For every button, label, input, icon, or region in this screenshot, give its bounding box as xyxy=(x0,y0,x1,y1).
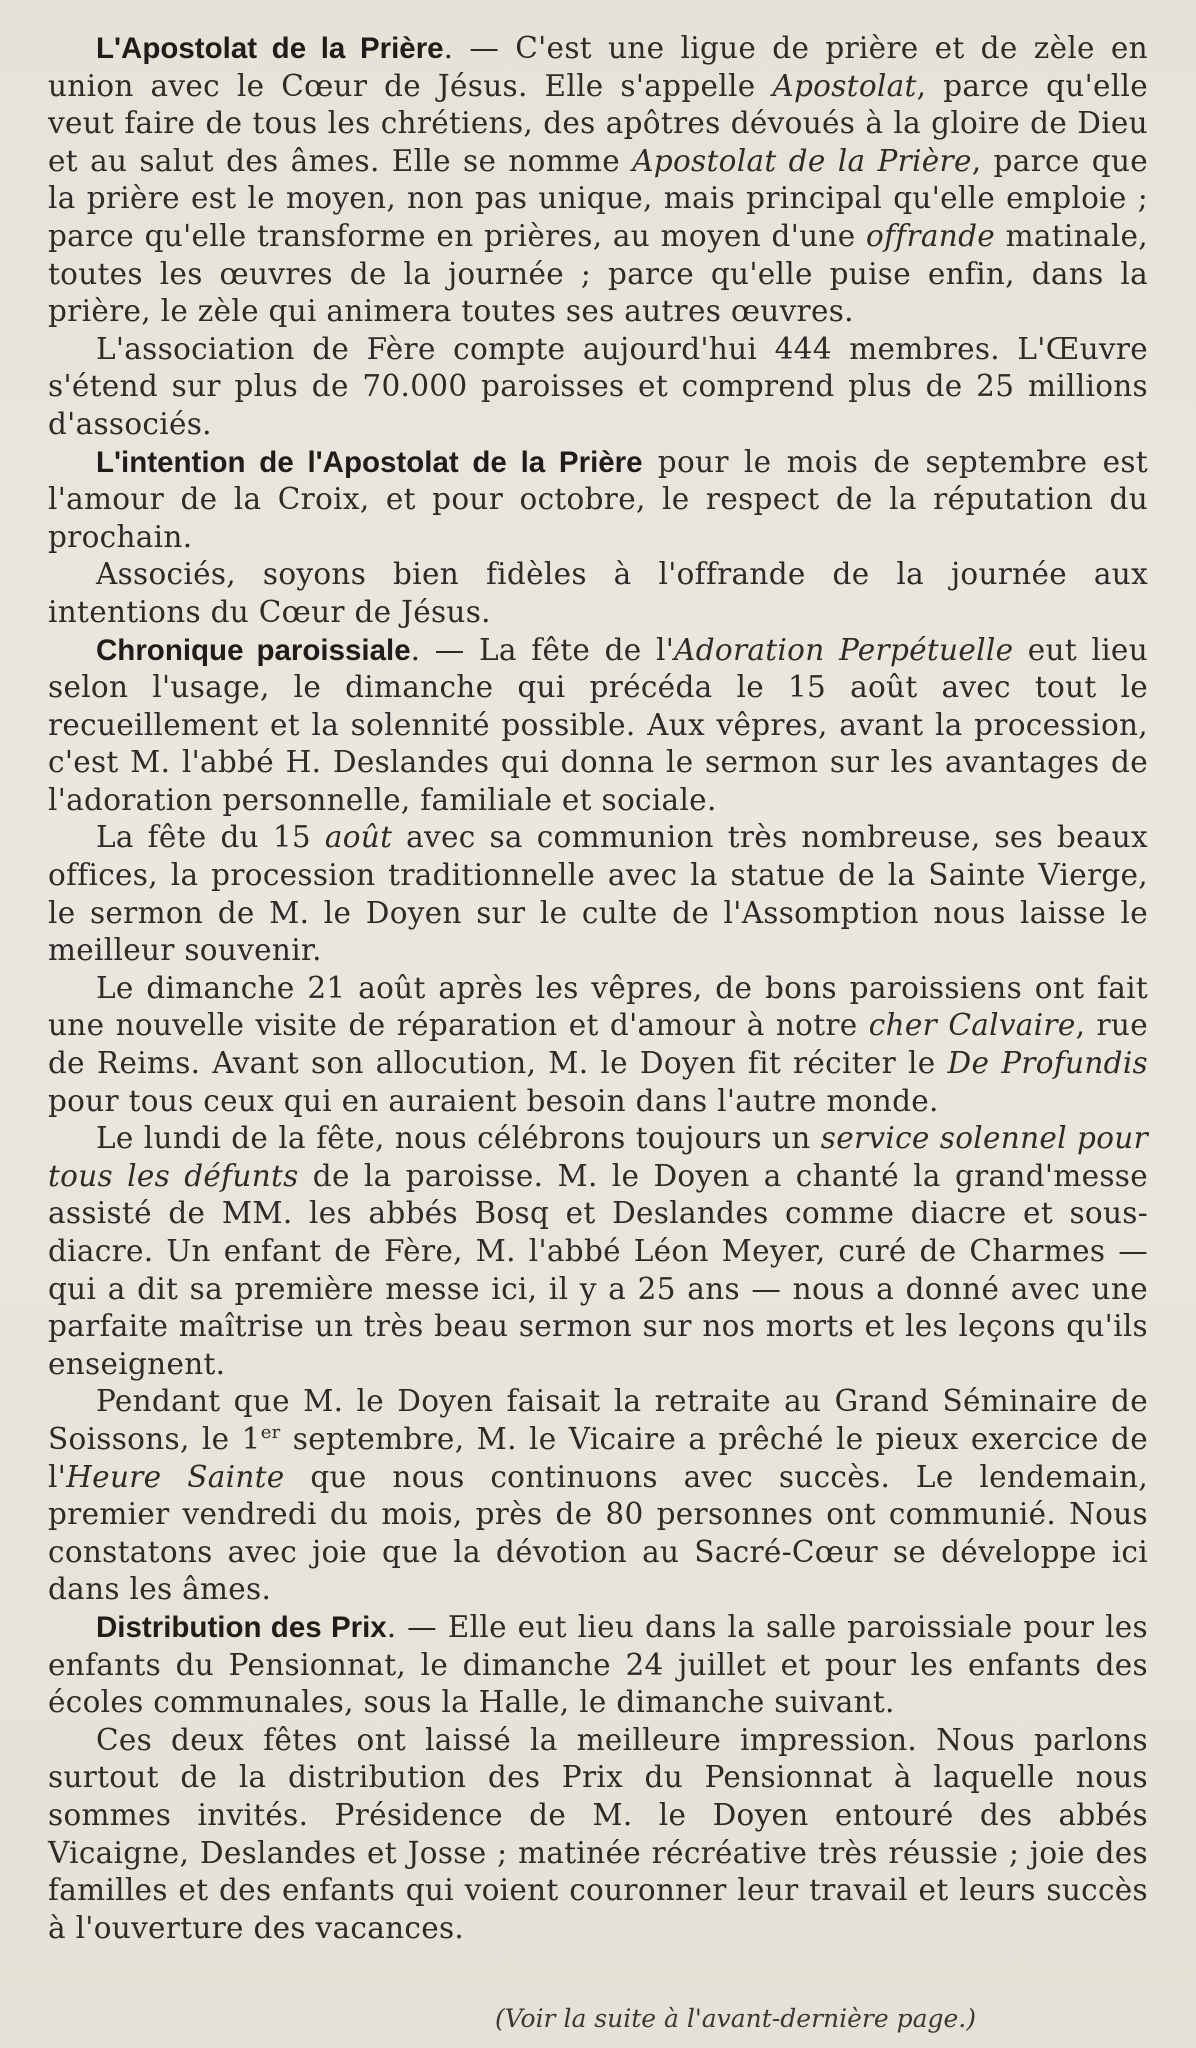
paragraph-association: L'association de Fère compte aujourd'hui 444 membres. L'Œuvre s'étend sur plus de 70.000 paroisses et comprend plus de 25 millions d'associés. xyxy=(48,331,1148,441)
paragraph-fetes: Ces deux fêtes ont laissé la meilleure impression. Nous parlons surtout de la distribution des Prix du Pensionnat à laquelle nous sommes invités. Présidence de M. le Doyen entouré des abbés Vicaigne, Deslandes et Josse ; matinée récréative très réussie ; joie des familles et des enfants qui voient couronner leur travail et leurs succès à l'ouverture des vacances. xyxy=(48,1722,1148,1945)
heading-apostolat: L'Apostolat de la Prière xyxy=(96,32,444,65)
heading-chronique: Chronique paroissiale xyxy=(96,633,411,667)
paragraph-associes: Associés, soyons bien fidèles à l'offrande de la journée aux intentions du Cœur de Jésus. xyxy=(48,557,1148,629)
paragraph-chronique: Chronique paroissiale. — La fête de l'Adoration Perpétuelle eut lieu selon l'usage, le dimanche qui précéda le 15 août avec tout le recueillement et la solennité possible. Aux vêpres, avant la procession, c'est M. l'abbé H. Deslandes qui donna le sermon sur les avantages de l'adoration personnelle, familiale et sociale. xyxy=(48,632,1148,817)
paragraph-pendant: Pendant que M. le Doyen faisait la retraite au Grand Séminaire de Soissons, le 1er septembre, M. le Vicaire a prêché le pieux exercice de l'Heure Sainte que nous continuons avec succès. Le lendemain, premier vendredi du mois, près de 80 personnes ont communié. Nous constatons avec joie que la dévotion au Sacré-Cœur se développe ici dans les âmes. xyxy=(48,1384,1148,1607)
heading-distribution: Distribution des Prix xyxy=(96,1610,387,1644)
page-body xyxy=(48,30,1148,1947)
continuation-note: (Voir la suite à l'avant-dernière page.) xyxy=(495,2004,977,2033)
paragraph-fete-15-aout: La fête du 15 août avec sa communion très nombreuse, ses beaux offices, la procession traditionnelle avec la statue de la Sainte Vierge, le sermon de M. le Doyen sur le culte de l'Assomption nous laisse le meilleur souvenir. xyxy=(48,820,1148,968)
heading-intention: L'intention de l'Apostolat de la Prière xyxy=(96,445,643,479)
paragraph-dimanche-21: Le dimanche 21 août après les vêpres, de bons paroissiens ont fait une nouvelle visite de réparation et d'amour à notre cher Calvaire, rue de Reims. Avant son allocution, M. le Doyen fit réciter le De Profundis pour tous ceux qui en auraient besoin dans l'autre monde. xyxy=(48,970,1148,1118)
paragraph-distribution: Distribution des Prix. — Elle eut lieu dans la salle paroissiale pour les enfants du Pensionnat, le dimanche 24 juillet et pour les enfants des écoles communales, sous la Halle, le dimanche suivant. xyxy=(48,1609,1148,1720)
paragraph-apostolat: L'Apostolat de la Prière. — C'est une ligue de prière et de zèle en union avec le Cœur de Jésus. Elle s'appelle Apostolat, parce qu'elle veut faire de tous les chrétiens, des apôtres dévoués à la gloire de Dieu et au salut des âmes. Elle se nomme Apostolat de la Prière, parce que la prière est le moyen, non pas unique, mais principal qu'elle emploie ; parce qu'elle transforme en prières, au moyen d'une offrande matinale, toutes les œuvres de la journée ; parce qu'elle puise enfin, dans la prière, le zèle qui animera toutes ses autres œuvres. xyxy=(48,31,1148,329)
paragraph-intention: L'intention de l'Apostolat de la Prière pour le mois de septembre est l'amour de la Croix, et pour octobre, le respect de la réputation du prochain. xyxy=(48,444,1148,554)
paragraph-lundi: Le lundi de la fête, nous célébrons toujours un service solennel pour tous les défunts de la paroisse. M. le Doyen a chanté la grand'messe assisté de MM. les abbés Bosq et Deslandes comme diacre et sous-diacre. Un enfant de Fère, M. l'abbé Léon Meyer, curé de Charmes — qui a dit sa première messe ici, il y a 25 ans — nous a donné avec une parfaite maîtrise un très beau sermon sur nos morts et les leçons qu'ils enseignent. xyxy=(48,1121,1148,1381)
